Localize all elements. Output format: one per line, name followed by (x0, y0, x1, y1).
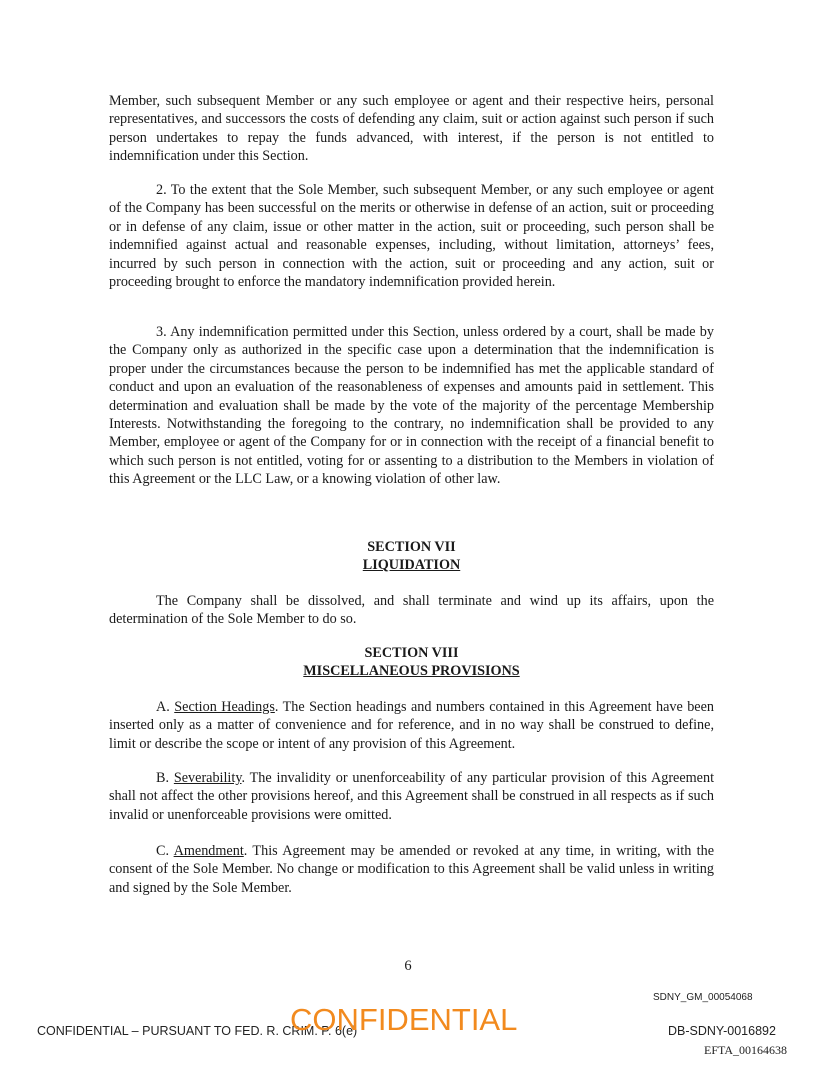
section-7-title (109, 556, 714, 574)
item-a-label: A. (156, 699, 170, 715)
item-a-section-headings (109, 698, 714, 753)
bates-efta: EFTA_00164638 (704, 1043, 788, 1057)
bates-sdny-gm: SDNY_GM_00054068 (653, 992, 753, 1003)
paragraph-2: 2. To the extent that the Sole Member, such subsequent Member, or any such employee or agent of the Company has been successful on the merits or otherwise in defense of an action, suit or proceeding or in defense of any claim, issue or other matter in the action, suit or proceeding, such person shall be indemnified against actual and reasonable expenses, including, without limitation, attorneys’ fees, incurred by such person in connection with the action, suit or proceeding and any action, suit or proceeding brought to enforce the mandatory indemnification provided herein. (109, 182, 714, 291)
item-c-label: C. (156, 843, 170, 859)
bates-db-sdny: DB-SDNY-0016892 (668, 1024, 776, 1038)
item-b-severability (109, 769, 714, 824)
confidential-notice: CONFIDENTIAL – PURSUANT TO FED. R. CRIM. P. 6(e) (37, 1024, 358, 1038)
item-a-heading: Section Headings (174, 699, 275, 715)
section-8-title (109, 662, 714, 680)
section-8-title-text: MISCELLANEOUS PROVISIONS (303, 663, 520, 679)
confidential-stamp: CONFIDENTIAL (290, 1002, 518, 1037)
item-c-text: . This Agreement may be amended or revoked at any time, in writing, with the consent of the Sole Member. No change or modification to this Agreement shall be valid unless in writing and signed by the Sole Member. (109, 843, 715, 896)
page-number: 6 (404, 958, 412, 974)
item-c-amendment (109, 842, 714, 897)
paragraph-3: 3. Any indemnification permitted under this Section, unless ordered by a court, shall be made by the Company only as authorized in the specific case upon a determination that the indemnification is proper under the circumstances because the person to be indemnified has met the applicable standard of conduct and upon an evaluation of the reasonableness of expenses and amounts paid in settlement. This determination and evaluation shall be made by the vote of the majority of the percentage Membership Interests. Notwithstanding the foregoing to the contrary, no indemnification shall be provided to any Member, employee or agent of the Company for or in connection with the receipt of a financial benefit to which such person is not entitled, voting for or assenting to a distribution to the Members in violation of this Agreement or the LLC Law, or a knowing violation of other law. (109, 324, 714, 488)
item-b-heading: Severability (173, 770, 242, 786)
section-8-number: SECTION VIII (364, 645, 459, 661)
section-7-paragraph: The Company shall be dissolved, and shall terminate and wind up its affairs, upon the determination of the Sole Member to do so. (109, 593, 714, 628)
paragraph-continuation: Member, such subsequent Member or any such employee or agent and their respective heirs, personal representatives, and successors the costs of defending any claim, suit or action against such person if such person undertakes to repay the funds advanced, with interest, if the person is not entitled to indemnification under this Section. (109, 93, 714, 165)
item-c-heading: Amendment (173, 843, 244, 859)
item-a-text: . The Section headings and numbers contained in this Agreement have been inserted only as a matter of convenience and for reference, and in no way shall be construed to define, limit or describe the scope or intent of any provision of this Agreement. (109, 699, 714, 752)
section-7-number: SECTION VII (367, 539, 456, 555)
item-b-label: B. (156, 770, 170, 786)
item-b-text: . The invalidity or unenforceability of any particular provision of this Agreement shall not affect the other provisions hereof, and this Agreement shall be construed in all respects as if such invalid or unenforceable provisions were omitted. (109, 770, 715, 823)
section-7-title-text: LIQUIDATION (362, 557, 461, 573)
